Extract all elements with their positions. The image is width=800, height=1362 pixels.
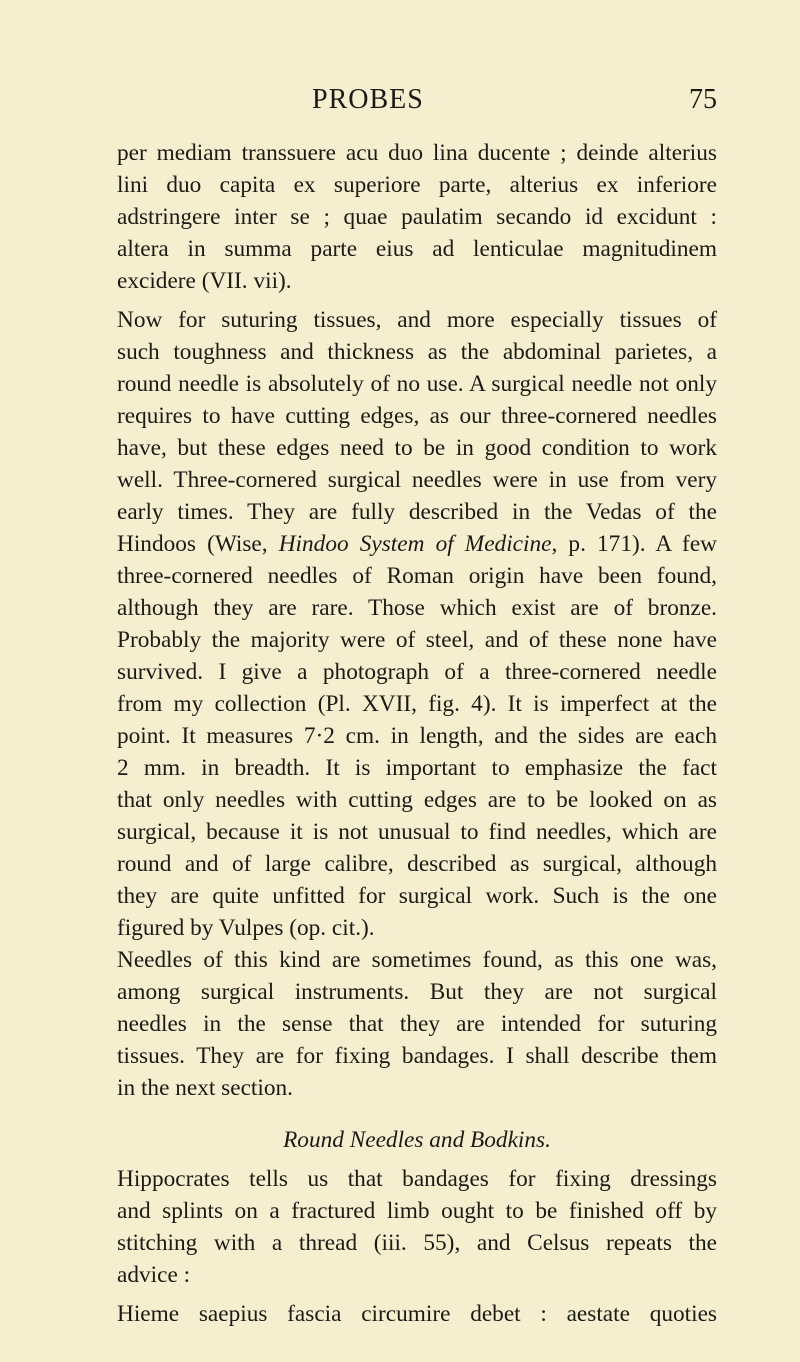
text-line: surgical, because it is not unusual to find needles, which are xyxy=(117,819,717,845)
text-line: among surgical instruments. But they are not surgical xyxy=(117,979,717,1005)
page-header xyxy=(0,84,800,124)
text-line: from my collection (Pl. XVII, fig. 4). It is imperfect at the xyxy=(117,691,717,717)
paragraph-celsus-quote xyxy=(117,1298,717,1330)
text-line: tissues. They are for fixing bandages. I shall describe them xyxy=(117,1043,717,1069)
text-line: early times. They are fully described in the Vedas of the xyxy=(117,499,717,525)
page-number: 75 xyxy=(689,84,717,115)
text-line: have, but these edges need to be in good condition to work xyxy=(117,435,717,461)
text-line: Hieme saepius fascia circumire debet : aestate quoties xyxy=(117,1301,717,1327)
text-line: well. Three-cornered surgical needles were in use from very xyxy=(117,467,717,493)
text-line: lini duo capita ex superiore parte, alterius ex inferiore xyxy=(117,172,717,198)
text-line: stitching with a thread (iii. 55), and Celsus repeats the xyxy=(117,1230,717,1256)
paragraph-suturing xyxy=(117,304,717,944)
citation-prefix: Hindoos (Wise, xyxy=(117,531,279,557)
text-line: excidere (VII. vii). xyxy=(117,268,292,294)
text-line-with-citation xyxy=(117,528,717,560)
text-line: although they are rare. Those which exist are of bronze. xyxy=(117,595,717,621)
text-line: round needle is absolutely of no use. A surgical needle not only xyxy=(117,371,717,397)
text-line: Needles of this kind are sometimes found, as this one was, xyxy=(117,947,717,973)
section-title: Round Needles and Bodkins. xyxy=(283,1127,551,1153)
text-line: such toughness and thickness as the abdominal parietes, a xyxy=(117,339,717,365)
paragraph-gap xyxy=(117,1291,717,1298)
text-line: 2 mm. in breadth. It is important to emphasize the fact xyxy=(117,755,717,781)
text-line: that only needles with cutting edges are to be looked on as xyxy=(117,787,717,813)
paragraph-hippocrates xyxy=(117,1163,717,1291)
text-line: Now for suturing tissues, and more especially tissues of xyxy=(117,307,717,333)
text-line: in the next section. xyxy=(117,1075,293,1101)
text-line: and splints on a fractured limb ought to be finished off by xyxy=(117,1198,717,1224)
paragraph-fixing-bandages xyxy=(117,944,717,1104)
text-line: three-cornered needles of Roman origin have been found, xyxy=(117,563,717,589)
text-line: adstringere inter se ; quae paulatim secando id excidunt : xyxy=(117,204,717,230)
text-line: needles in the sense that they are intended for suturing xyxy=(117,1011,717,1037)
text-line: altera in summa parte eius ad lenticulae magnitudinem xyxy=(117,236,717,262)
text-line: round and of large calibre, described as surgical, although xyxy=(117,851,717,877)
text-line: point. It measures 7·2 cm. in length, and the sides are each xyxy=(117,723,717,749)
text-line: Probably the majority were of steel, and of these none have xyxy=(117,627,717,653)
text-line: figured by Vulpes (op. cit.). xyxy=(117,915,375,941)
text-line: requires to have cutting edges, as our three-cornered needles xyxy=(117,403,717,429)
body-text xyxy=(117,137,717,1330)
text-line: advice : xyxy=(117,1262,191,1288)
text-line: per mediam transsuere acu duo lina ducente ; deinde alterius xyxy=(117,140,717,166)
running-head: PROBES xyxy=(312,84,424,115)
section-gap xyxy=(117,1104,717,1124)
text-line: they are quite unfitted for surgical work. Such is the one xyxy=(117,883,717,909)
paragraph-gap xyxy=(117,297,717,304)
section-gap xyxy=(117,1156,717,1163)
text-line: survived. I give a photograph of a three-cornered needle xyxy=(117,659,717,685)
paragraph-latin-quote xyxy=(117,137,717,297)
text-line: Hippocrates tells us that bandages for fixing dressings xyxy=(117,1166,717,1192)
citation-suffix: , p. 171). A few xyxy=(551,531,717,557)
book-title-citation: Hindoo System of Medicine xyxy=(278,531,552,557)
